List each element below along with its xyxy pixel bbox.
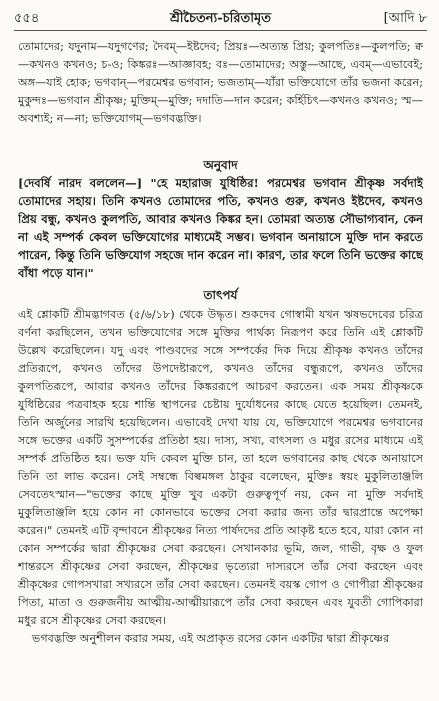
purport-heading: তাৎপর্য xyxy=(203,288,238,302)
translation-text: [দেবর্ষি নারদ বললেন—] "হে মহারাজ যুধিষ্ঠির! পরমেশ্বর ভগবান শ্রীকৃষ্ণ সর্বদাই তোমাদের সহায়। তিনি কখনও তোমাদের পতি, কখনও গুরু, কখনও ইষ্টদেব, কখনও প্রিয় বন্ধু, কখনও কুলপতি, আবার কখনও কিঙ্কর হন। তোমরা অত্যন্ত সৌভাগ্যবান, কেন না এই সম্পর্ক কেবল ভক্তিযোগের মাধ্যমেই সম্ভব। ভগবান অনায়াসে মুক্তি দান করতে পারেন, কিন্তু তিনি ভক্তিযোগ সহজে দান করেন না। কারণ, তার ফলে তিনি ভক্তের কাছে বাঁধা পড়ে যান।" xyxy=(18,176,423,280)
page-header xyxy=(14,10,427,30)
page-number: ৫৫৪ xyxy=(14,11,40,26)
purport-paragraph: এই শ্লোকটি শ্রীমদ্ভাগবত (৫/৬/১৮) থেকে উদ্ধৃত। শুকদেব গোস্বামী যখন ঋষভদেবের চরিত্র বর্ণনা করছিলেন, তখন ভক্তিযোগের সঙ্গে মুক্তির পার্থক্য নিরূপণ করে তিনি এই শ্লোকটি উল্লেখ করেছিলেন। যদু এবং পাণ্ডবদের সঙ্গে সম্পর্কের দিক দিয়ে শ্রীকৃষ্ণ কখনও তাঁদের প্রতিরূপে, কখনও তাঁদের উপদেষ্টারূপে, কখনও তাঁদের বন্ধুরূপে, কখনও তাঁদের কুলপতিরূপে, আবার কখনও তাঁদের কিঙ্কররূপে আচরণ করতেন। এক সময় শ্রীকৃষ্ণকে যুধিষ্ঠিরের পত্রবাহক হয়ে শান্তি স্থাপনের চেষ্টায় দুর্যোধনের কাছে যেতে হয়েছিল। তেমনই, তিনি অর্জুনের সারথি হয়েছিলেন। এভাবেই দেখা যায় যে, ভক্তিযোগে পরমেশ্বর ভগবানের সঙ্গে ভক্তের একটি সুসম্পর্কের প্রতিষ্ঠা হয়। দাস্য, সখ্য, বাৎসল্য ও মধুর রসের মাধ্যমে এই সম্পর্ক প্রতিষ্ঠিত হয়। ভক্ত যদি কেবল মুক্তি চান, তা হলে ভগবানের কাছ থেকে অনায়াসে তিনি তা লাভ করেন। সেই সম্বন্ধে বিল্বমঙ্গল ঠাকুর বলেছেন, মুক্তিঃ স্বয়ং মুকুলিতাঞ্জলি সেবতেঽস্মান—"ভক্তের কাছে মুক্তি খুব একটা গুরুত্বপূর্ণ নয়, কেন না মুক্তি সর্বদাই মুকুলিতাঞ্জলি হয়ে কোন না কোনভাবে ভক্তের সেবা করার জন্য তাঁর দ্বারপ্রান্তে অপেক্ষা করেন।" তেমনই এটি বৃন্দাবনে শ্রীকৃষ্ণের নিত্য পার্ষদদের প্রতি আকৃষ্ট হতে হবে, যারা কোন না কোন সম্পর্কের দ্বারা শ্রীকৃষ্ণের সেবা করছেন। সেখানকার ভূমি, জল, গাভী, বৃক্ষ ও ফুল শান্তরসে শ্রীকৃষ্ণের সেবা করছেন, শ্রীকৃষ্ণের ভৃত্যেরা দাস্যরসে তাঁর সেবা করছেন এবং শ্রীকৃষ্ণের গোপসখারা সখ্যরসে তাঁর সেবা করছেন। তেমনই বয়স্ক গোপ ও গোপীরা শ্রীকৃষ্ণের পিতা, মাতা ও গুরুজনীয় আত্মীয়-আত্মীয়ারূপে তাঁর সেবা করছেন এবং যুবতী গোপিকারা মধুর রসে শ্রীকৃষ্ণের সেবা করছেন। xyxy=(18,308,423,627)
header-rule xyxy=(14,30,427,31)
translation-heading: অনুবাদ xyxy=(203,158,238,172)
purport-text xyxy=(18,306,423,698)
purport-paragraph: ভগবদ্ভক্তি অনুশীলন করার সময়, এই অপ্রাকৃত রসের কোন একটির দ্বারা শ্রীকৃষ্ণের xyxy=(32,632,390,645)
word-synonyms: তোমাদের; যদুনাম—যদুগণের; দৈবম্—ইষ্টদেব; প্রিয়ঃ—অত্যন্ত প্রিয়; কুলপতিঃ—কুলপতি; ক্ব—কখনও কখনও; চ-ও; কিঙ্করঃ—আজ্ঞাবহ; বঃ—তোমাদের; অস্তু—আছে, এবম্—এভাবেই; অঙ্গ—যাই হোক; ভগবান্—পরমেশ্বর ভগবান; ভজতাম্—যাঁরা ভক্তিযোগে তাঁর ভজনা করেন; মুকুন্দঃ—ভগবান শ্রীকৃষ্ণ; মুক্তিম্—মুক্তি; দদাতি—দান করেন; কর্হিচিৎ—কখনও কখনও; স্ম—অবশ্যই; ন—না; ভক্তিযোগম্—ভগবদ্ভক্তি। xyxy=(18,40,423,125)
running-title: শ্রীচৈতন্য-চরিতামৃত xyxy=(169,11,272,26)
chapter-marker: [আদি ৮ xyxy=(383,11,427,26)
